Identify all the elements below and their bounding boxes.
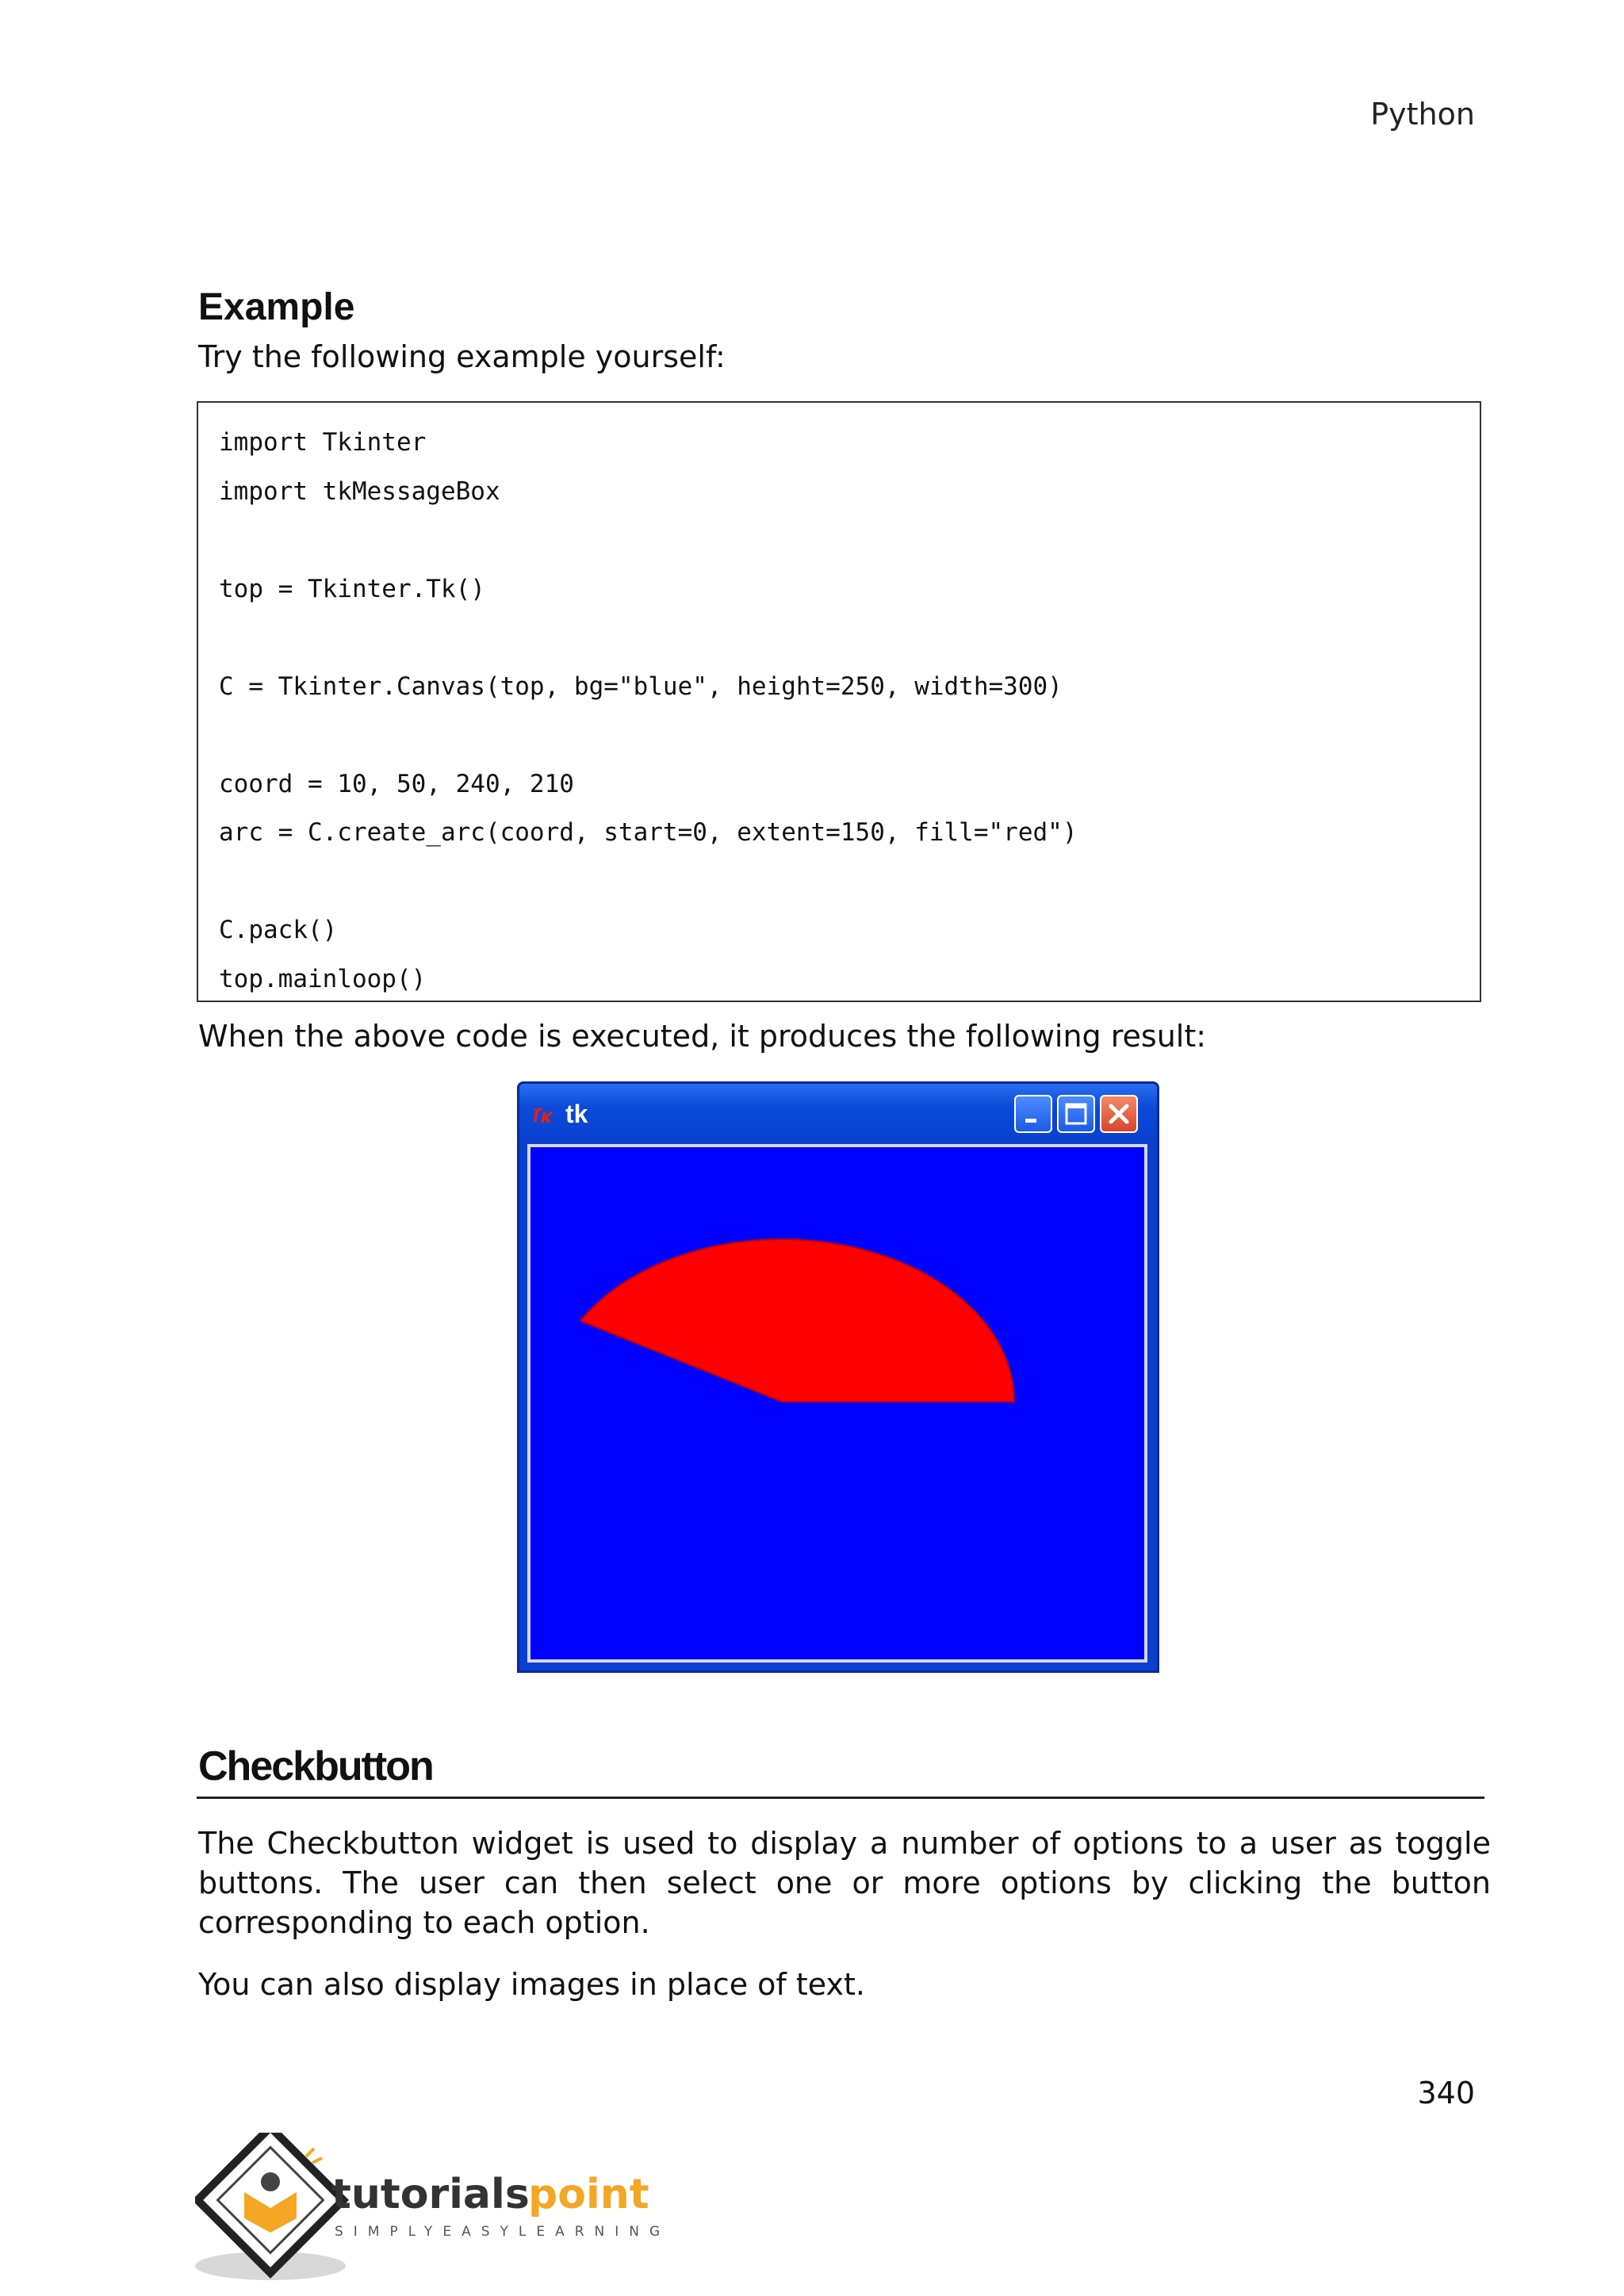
section-title-example: Example: [198, 286, 355, 328]
code-line: [219, 711, 1459, 760]
code-line: [219, 516, 1459, 565]
section-rule: [197, 1797, 1484, 1799]
tk-logo-icon: [530, 1103, 554, 1127]
code-line: coord = 10, 50, 240, 210: [219, 769, 574, 798]
tk-canvas: [527, 1144, 1147, 1663]
window-title: tk: [565, 1100, 588, 1128]
code-line: C = Tkinter.Canvas(top, bg="blue", height=250, width=300): [219, 672, 1063, 701]
logo-tagline: SIMPLYEASYLEARNING: [335, 2224, 671, 2240]
close-button[interactable]: [1100, 1095, 1138, 1133]
code-line: top = Tkinter.Tk(): [219, 574, 485, 603]
code-line: top.mainloop(): [219, 964, 427, 993]
minimize-button[interactable]: [1014, 1095, 1052, 1133]
tk-window-screenshot: [517, 1081, 1159, 1673]
code-line: import Tkinter: [219, 428, 427, 457]
result-text: When the above code is executed, it produces the following result:: [198, 1019, 1207, 1054]
window-titlebar: [519, 1084, 1157, 1144]
canvas-drawing: [530, 1147, 1144, 1659]
code-line: arc = C.create_arc(coord, start=0, extent=150, fill="red"): [219, 818, 1078, 847]
red-arc-slice: [580, 1239, 1014, 1402]
logo-text-main: tutorials: [331, 2171, 530, 2218]
code-line: [219, 614, 1459, 663]
code-line: [219, 858, 1459, 907]
checkbutton-paragraph-1: The Checkbutton widget is used to display a number of options to a user as toggle buttons. The user can then select one or more options by clicking the button corresponding to each option.: [198, 1826, 1491, 1940]
code-line: C.pack(): [219, 916, 338, 944]
tutorialspoint-logo: [195, 2133, 687, 2283]
section-title-checkbutton: Checkbutton: [198, 1743, 433, 1789]
minimize-icon: [1016, 1096, 1051, 1131]
maximize-button[interactable]: [1057, 1095, 1095, 1133]
logo-text-accent: point: [528, 2171, 649, 2218]
checkbutton-paragraph-2: You can also display images in place of text.: [198, 1967, 865, 2002]
running-header: Python: [1370, 97, 1475, 132]
close-icon: [1101, 1096, 1136, 1131]
code-line: import tkMessageBox: [219, 476, 500, 506]
page-number: 340: [1417, 2076, 1475, 2110]
example-intro: Try the following example yourself:: [198, 339, 726, 374]
maximize-icon: [1059, 1096, 1094, 1131]
code-box: [197, 401, 1481, 1002]
